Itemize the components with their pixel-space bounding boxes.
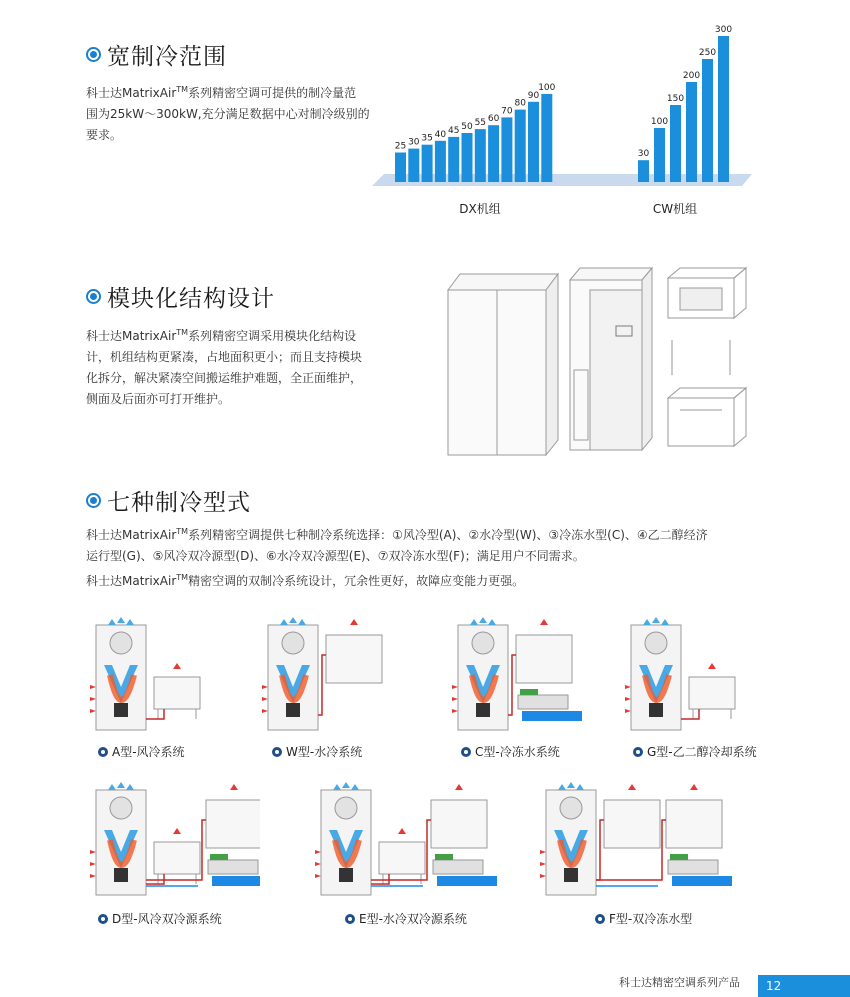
number-icon [345,914,355,924]
number-icon [98,914,108,924]
bar-dx-7 [488,125,499,182]
footer-product-line: 科士达精密空调系列产品 [619,976,740,989]
bar-label-cw-2: 150 [666,94,685,104]
modular-design-paragraph: 科士达MatrixAir™系列精密空调采用模块化结构设 计，机组结构更紧凑，占地面积更小；而且支持模块 化拆分，解决紧凑空间搬运维护难题，全正面维护， 侧面及后面亦可打开维护。 [86,328,363,406]
bar-label-dx-8: 70 [501,106,513,117]
system-diagram-1 [262,615,392,735]
section-title-modular-design: 模块化结构设计 [86,280,275,313]
number-icon [633,747,643,757]
system-diagram-4 [90,780,260,900]
bar-label-dx-4: 45 [447,125,460,136]
bar-cw-1 [654,128,665,182]
dx-series [395,83,556,182]
bullet-icon [86,289,101,304]
bar-dx-8 [501,117,512,182]
cooling-types-paragraph: 科士达MatrixAir™系列精密空调提供七种制冷系统选择：①风冷型(A)、②水冷型(W)、③冷冻水型(C)、④乙二醇经济 运行型(G)、⑤风冷双冷源型(D)、⑥水冷双冷源型(E)、⑦双冷冻水型(F)；满足用户不同需求。 科士达MatrixAir™精密空调的双制冷系统设计，冗余性更好，故障应变能力更强。 [86,527,708,588]
bar-label-cw-5: 300 [714,25,733,35]
caption-f-type: F型-双冷冻水型 [595,910,692,927]
caption-e-type: E型-水冷双冷源系统 [345,910,467,927]
bar-label-cw-3: 200 [682,71,701,81]
number-icon [272,747,282,757]
bar-cw-2 [670,105,681,182]
bar-dx-1 [408,149,419,182]
category-label-cw: CW机组 [652,202,698,216]
bar-dx-9 [515,110,526,182]
cooling-range-paragraph: 科士达MatrixAir™系列精密空调可提供的制冷量范 围为25kW～300kW,充分满足数据中心对制冷级别的 要求。 [86,85,370,142]
bar-label-cw-1: 100 [650,117,669,127]
bar-cw-0 [638,160,649,182]
bar-dx-2 [422,145,433,182]
bar-label-cw-0: 30 [637,149,650,160]
caption-w-type: W型-水冷系统 [272,743,362,760]
page-number: 12 [758,975,850,997]
bar-label-dx-1: 30 [408,137,420,148]
bar-dx-5 [462,133,473,182]
bar-dx-10 [528,102,539,182]
system-diagram-6 [540,780,750,900]
bar-dx-3 [435,141,446,182]
bar-label-dx-5: 50 [461,122,473,132]
bar-label-dx-9: 80 [514,98,526,109]
system-diagram-5 [315,780,515,900]
bar-label-dx-10: 90 [527,90,540,101]
bar-label-dx-0: 25 [394,141,407,152]
bar-label-dx-6: 55 [474,118,487,129]
category-label-dx: DX机组 [459,202,501,216]
bullet-icon [86,47,101,62]
modular-cabinet-illustration [440,260,750,460]
system-diagram-3 [625,615,765,735]
system-diagram-2 [452,615,582,735]
caption-c-type: C型-冷冻水系统 [461,743,560,760]
caption-a-type: A型-风冷系统 [98,743,185,760]
caption-g-type: G型-乙二醇冷却系统 [633,743,757,760]
section-title-cooling-range: 宽制冷范围 [86,38,227,71]
section-title-cooling-types: 七种制冷型式 [86,484,251,517]
bar-cw-4 [702,59,713,182]
bullet-icon [86,493,101,508]
number-icon [98,747,108,757]
number-icon [461,747,471,757]
bar-label-dx-7: 60 [487,114,500,125]
system-diagram-0 [90,615,220,735]
bar-cw-3 [686,82,697,182]
bar-dx-11 [541,94,552,182]
bar-label-cw-4: 250 [698,48,717,58]
bar-label-dx-11: 100 [538,83,556,93]
cooling-capacity-chart [360,10,760,220]
caption-d-type: D型-风冷双冷源系统 [98,910,222,927]
bar-dx-6 [475,129,486,182]
bar-label-dx-3: 40 [434,129,447,140]
bar-label-dx-2: 35 [421,133,433,144]
bar-dx-4 [448,137,459,182]
bar-dx-0 [395,153,406,183]
cw-series [638,25,733,182]
bar-cw-5 [718,36,729,182]
number-icon [595,914,605,924]
